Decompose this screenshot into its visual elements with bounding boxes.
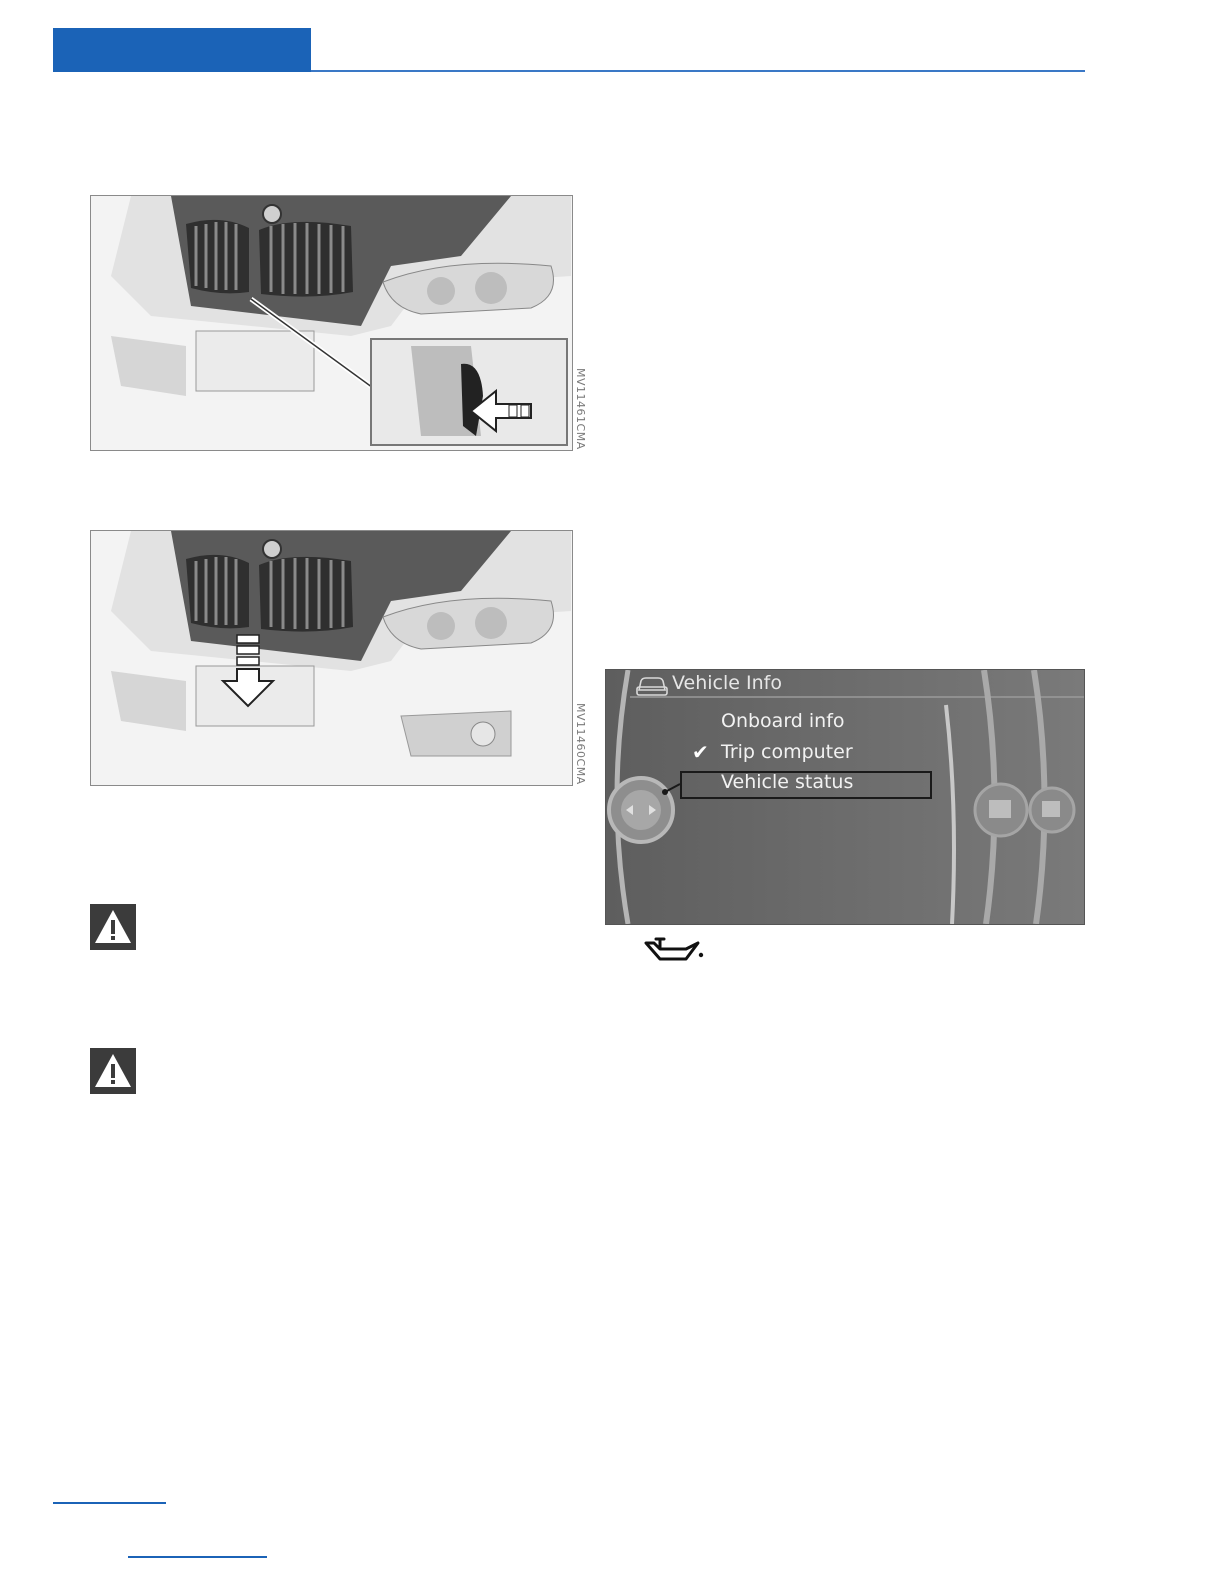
oil-can-icon — [642, 937, 706, 967]
car-front-illustration — [91, 531, 572, 785]
menu-item-onboard-info[interactable]: Onboard info — [721, 710, 845, 732]
figure-code: MV11461CMA — [574, 368, 587, 450]
checkmark-icon: ✔ — [692, 740, 709, 764]
footer-link-rule — [128, 1556, 267, 1558]
figure-hood-release — [90, 195, 573, 451]
warning-triangle-icon — [90, 1048, 136, 1094]
header-color-block — [53, 28, 311, 72]
idrive-screen — [605, 669, 1085, 925]
header-rule — [311, 70, 1085, 72]
figure-code: MV11460CMA — [574, 703, 587, 785]
idrive-title: Vehicle Info — [672, 672, 782, 694]
menu-item-trip-computer[interactable]: Trip computer — [721, 741, 853, 763]
figure-hood-close — [90, 530, 573, 786]
car-front-illustration — [91, 196, 572, 450]
warning-triangle-icon — [90, 904, 136, 950]
footer-rule — [53, 1502, 166, 1504]
menu-item-vehicle-status[interactable]: Vehicle status — [721, 771, 854, 793]
